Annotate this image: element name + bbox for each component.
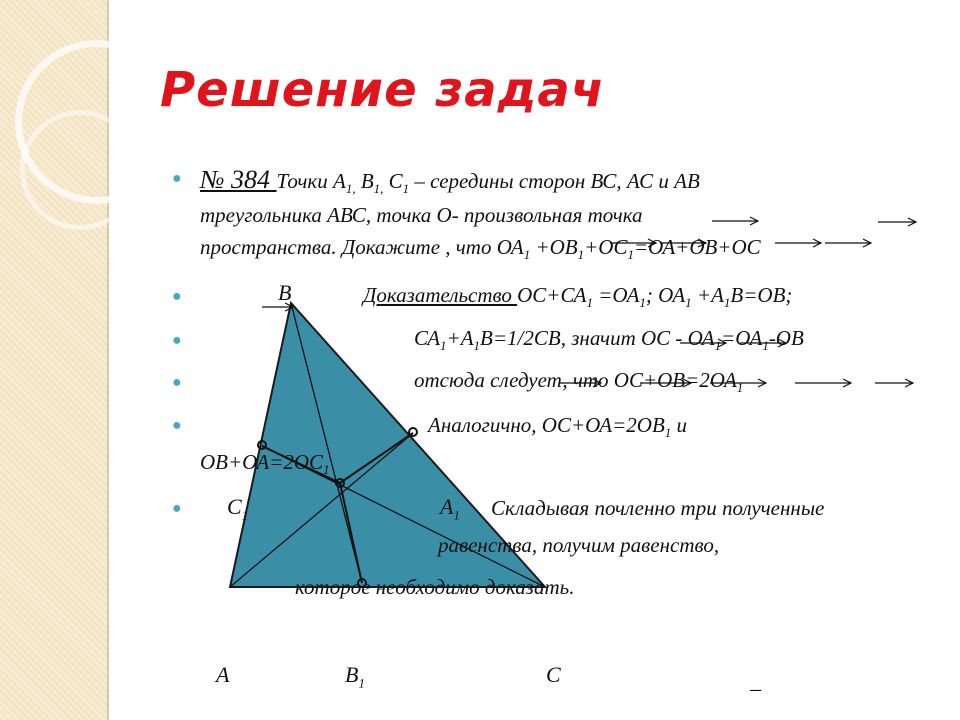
- vertex-b1-label: [345, 662, 365, 691]
- sub: 1: [586, 295, 593, 311]
- sub: 1: [577, 247, 585, 263]
- sub: 1: [762, 338, 769, 354]
- text: Аналогично, ОС+ОА=2ОВ: [428, 413, 665, 437]
- bullet-3: ●: [172, 332, 182, 349]
- problem-line-1: [200, 165, 700, 197]
- sub: 1: [402, 181, 410, 197]
- sub: 1: [358, 675, 365, 691]
- text: А: [440, 494, 454, 519]
- text: пространства. Докажите , что ОА: [200, 235, 524, 259]
- vertex-c1-label: [227, 494, 248, 523]
- text: В: [345, 662, 359, 687]
- final-line-2: равенства, получим равенство,: [438, 533, 720, 557]
- sub: 1: [241, 507, 249, 523]
- sub: 1: [523, 247, 531, 263]
- problem-number: № 384: [200, 165, 277, 194]
- text: =ОА: [721, 326, 763, 350]
- text: В=1/2СВ, значит ОС - ОА: [480, 326, 715, 350]
- text: С: [227, 494, 242, 519]
- sub: 1,: [373, 181, 384, 197]
- problem-line-2: треугольника АВС, точка О- произвольная точка: [200, 203, 643, 227]
- text: ОВ+ОА=2ОС: [200, 450, 323, 474]
- bullet-2: ●: [172, 288, 182, 305]
- sub: 1: [723, 295, 731, 311]
- problem-line-3: [200, 235, 761, 263]
- text: =ОА+ОВ+ОС: [633, 235, 761, 259]
- text: СА: [414, 326, 441, 350]
- text: +А: [691, 283, 724, 307]
- sub: 1: [639, 295, 646, 311]
- vertex-a-label: А: [216, 662, 230, 687]
- slide-title: Решение задач: [160, 62, 605, 118]
- proof-line-1: [363, 283, 792, 311]
- text: -ОВ: [768, 326, 804, 350]
- sub: 1: [736, 380, 744, 396]
- text: +А: [446, 326, 474, 350]
- vertex-a1-label: [440, 494, 460, 523]
- text: С: [383, 169, 403, 193]
- sub: 1: [473, 338, 481, 354]
- sub: 1: [323, 462, 330, 478]
- text: Точки А: [276, 169, 346, 193]
- sub: 1: [453, 507, 460, 523]
- text: В: [355, 169, 374, 193]
- sub: 1: [685, 295, 692, 311]
- proof-line-2: [414, 326, 804, 354]
- sub: 1: [440, 338, 447, 354]
- text: ; ОА: [645, 283, 686, 307]
- text: ОС+СА: [517, 283, 587, 307]
- sub: 1: [714, 338, 722, 354]
- bullet-5: ●: [172, 417, 182, 434]
- bullet-1: ●: [172, 170, 182, 187]
- sub: 1: [627, 247, 634, 263]
- point-a1: [409, 428, 417, 436]
- bullet-4: ●: [172, 374, 182, 391]
- proof-line-4: [428, 413, 687, 441]
- text: +ОС: [584, 235, 628, 259]
- text: – середины сторон ВС, АС и АВ: [409, 169, 700, 193]
- vertex-b-label: В: [278, 280, 292, 305]
- proof-line-3: [414, 368, 743, 396]
- text: В=ОВ;: [730, 283, 793, 307]
- final-line-1: Складывая почленно три полученные: [491, 496, 825, 520]
- vertex-c-label: С: [546, 662, 561, 687]
- stray-dash: _: [750, 668, 761, 693]
- proof-heading: Доказательство: [363, 283, 518, 307]
- text: +ОВ: [530, 235, 578, 259]
- bullet-6: ●: [172, 500, 182, 517]
- final-line-3: которое необходимо доказать.: [295, 575, 575, 599]
- text: =ОА: [593, 283, 640, 307]
- sub: 1: [664, 425, 672, 441]
- text: и: [671, 413, 688, 437]
- proof-line-5: [200, 450, 330, 478]
- sub: 1,: [345, 181, 356, 197]
- text: отсюда следует, что ОС+ОВ=2ОА: [414, 368, 737, 392]
